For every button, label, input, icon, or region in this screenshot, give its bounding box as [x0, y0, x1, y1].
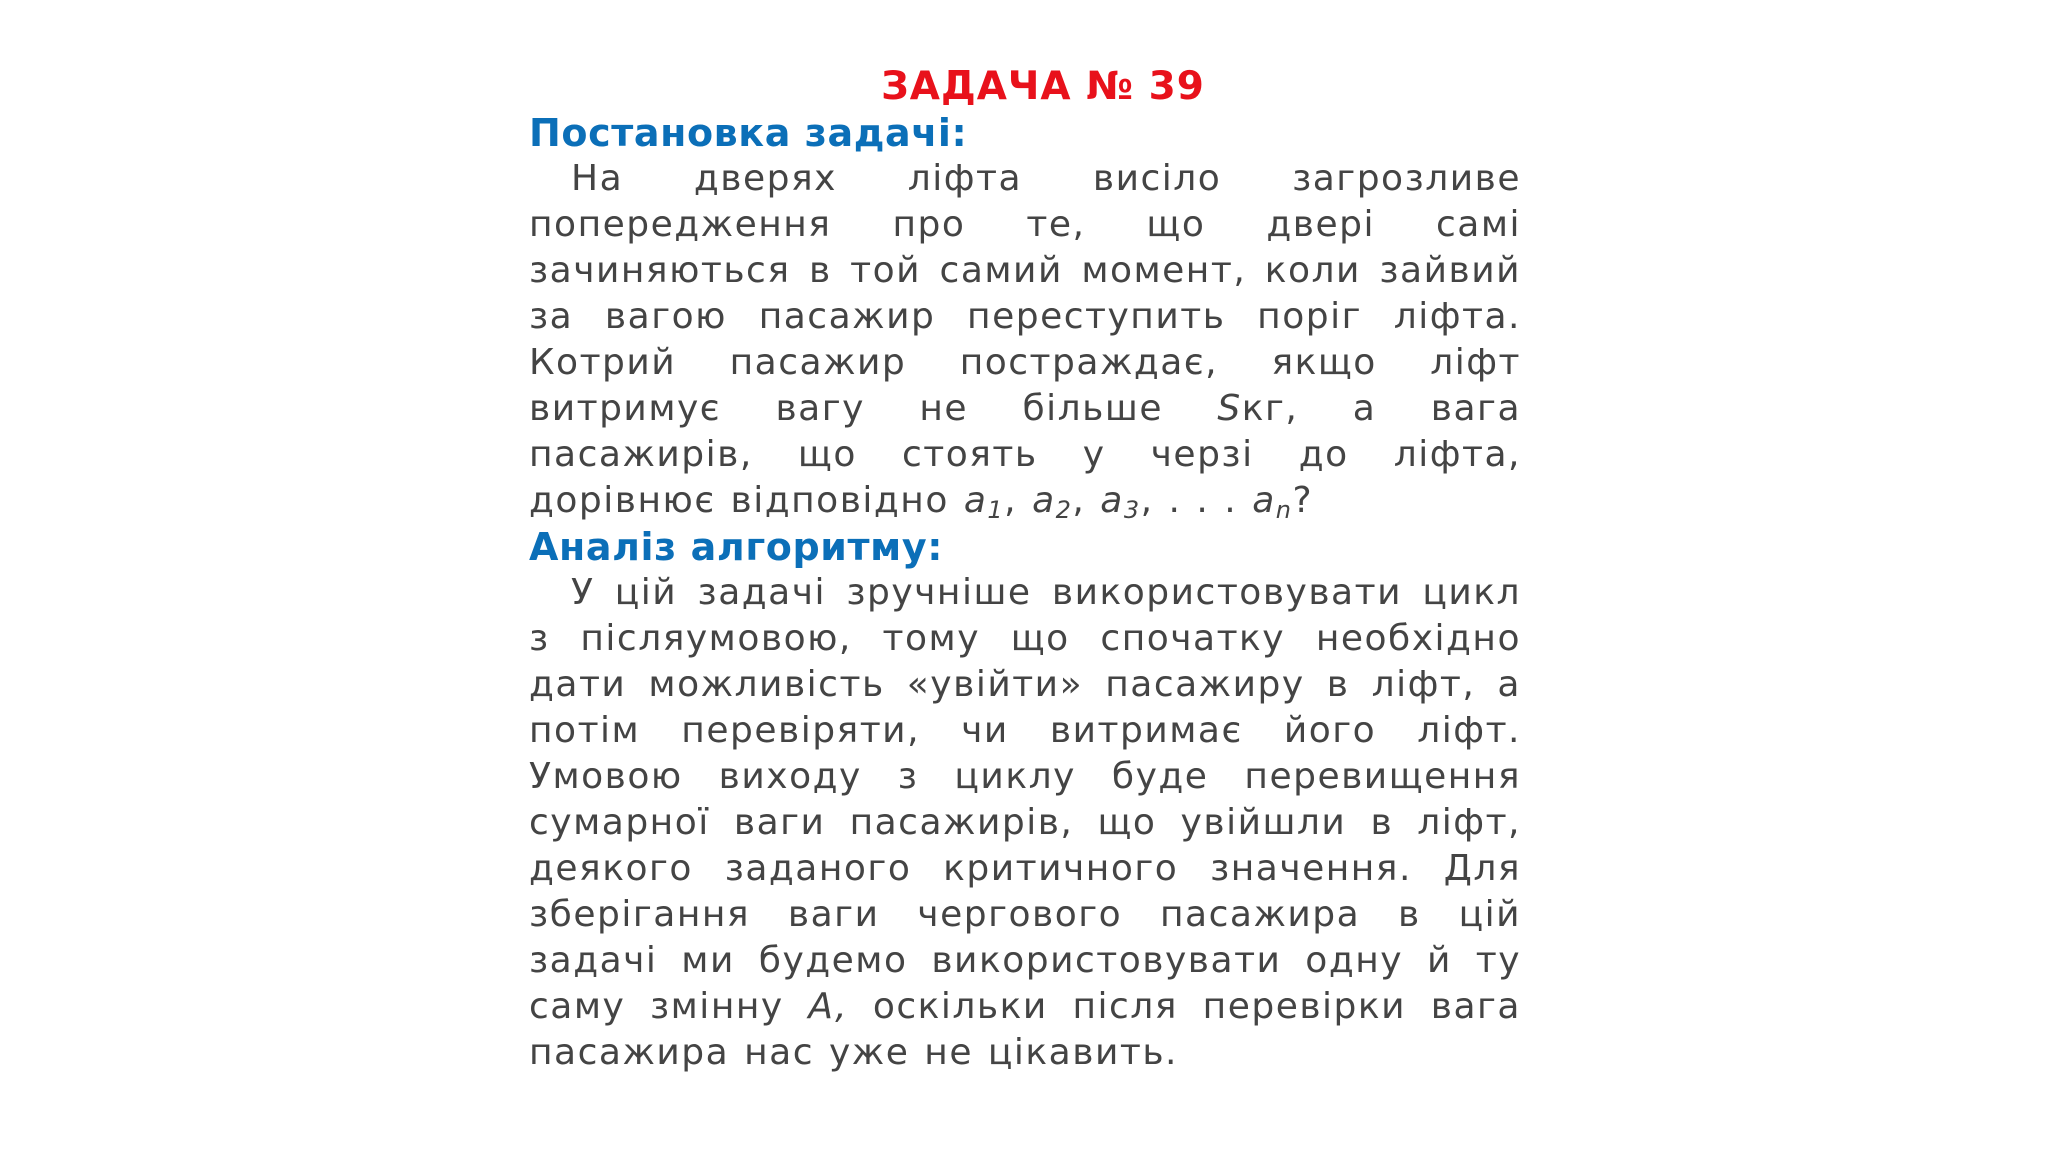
analysis-text-part1: У цій задачі зручніше використовувати цикл з післяумовою, тому що спочатку необхідно дати можливість «увійти» пасажиру в ліфт, а потім перевіряти, чи витримає його ліфт. Умовою виходу з циклу буде перевищення сумарної ваги пасажирів, що увійшли в ліфт, деякого заданого критичного значення. Для зберігання ваги чергового пасажира в цій задачі ми будемо використовувати одну й ту саму змінну [529, 572, 1521, 1027]
subscript-n: n [1275, 496, 1293, 524]
analysis-text-part2: оскільки після перевірки вага пасажира нас уже не цікавить. [529, 986, 1521, 1073]
ellipsis: , . . . [1140, 480, 1253, 521]
variable-an: a [1252, 480, 1276, 521]
variable-a3: a [1100, 480, 1124, 521]
problem-statement-heading: Постановка задачі: [529, 111, 968, 155]
slide-content [529, 64, 1521, 1076]
variable-s: S [1217, 388, 1242, 429]
problem-statement-text [529, 156, 1521, 524]
subscript-1: 1 [987, 496, 1005, 524]
subscript-2: 2 [1055, 496, 1073, 524]
question-mark: ? [1292, 480, 1314, 521]
variable-a1: a [963, 480, 988, 521]
variable-a: A, [808, 986, 849, 1027]
variable-a2: a [1032, 480, 1056, 521]
separator-1: , [1004, 480, 1033, 521]
algorithm-analysis-text [529, 570, 1521, 1076]
problem-text-part1: На дверях ліфта висіло загрозливе попередження про те, що двері самі зачиняються в той самий момент, коли зайвий за вагою пасажир переступить поріг ліфта. Котрий пасажир постраждає, якщо ліфт витримує вагу не більше [529, 158, 1521, 429]
problem-text-part2: кг, а вага пасажирів, що стоять у черзі до ліфта, дорівнює відповідно [529, 388, 1521, 521]
separator-2: , [1072, 480, 1101, 521]
page-title: ЗАДАЧА № 39 [881, 64, 1205, 109]
algorithm-analysis-heading: Аналіз алгоритму: [529, 525, 943, 569]
subscript-3: 3 [1123, 496, 1141, 524]
